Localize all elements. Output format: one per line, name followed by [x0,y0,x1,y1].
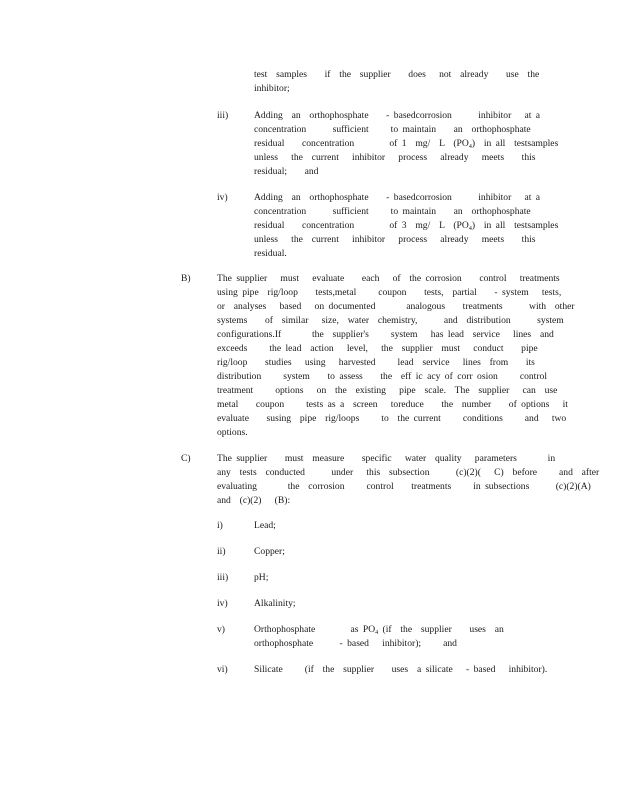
text-line: Alkalinity; [254,598,296,609]
text-line: distribution system to assess the eff ic acy of corr osion control [217,371,547,382]
text-line: residual. [254,248,287,259]
text-line: metal coupon tests as a screen toreduce the number of options it [217,399,568,410]
section-marker: B) [181,273,191,284]
text-line: and (c)(2) (B): [217,495,291,506]
text-line: rig/loop studies using harvested lead service lines from its [217,357,535,368]
text-line: or analyses based on documented analogous treatments with other [217,301,575,312]
text-line [254,623,504,637]
text-line: evaluate susing pipe rig/loops to the current conditions and two [217,413,567,424]
list-marker: iii) [217,572,229,583]
text-line: any tests conducted under this subsection (c)(2)( C) before and after [217,467,600,478]
text-line: Adding an orthophosphate - basedcorrosion inhibitor at a [254,110,541,121]
text-line: Lead; [254,520,276,531]
text-fragment: Orthophosphate as PO [254,624,376,635]
text-line: residual; and [254,166,319,177]
text-fragment: ) in all testsamples [471,220,559,231]
text-line: pH; [254,572,269,583]
text-line: unless the current inhibitor process already meets this [254,152,536,163]
text-line: test samples if the supplier does not already use the [254,69,540,80]
text-line: using pipe rig/loop tests,metal coupon tests, partial - system tests, [217,287,562,298]
list-marker: vi) [217,664,228,675]
subscript: 4 [375,630,379,636]
text-line: The supplier must evaluate each of the corrosion control treatments [217,273,560,284]
list-marker: iv) [217,598,228,609]
text-line: inhibitor; [254,83,290,94]
text-line: systems of similar size, water chemistry, and distribution system [217,315,564,326]
text-line [254,137,558,151]
list-marker: v) [217,624,225,635]
text-line: configurations.If the supplier's system has lead service lines and [217,329,554,340]
text-line: concentration sufficient to maintain an orthophosphate [254,206,531,217]
list-marker: iii) [217,110,229,121]
text-line: orthophosphate - based inhibitor); and [254,638,457,649]
text-fragment: residual concentration of 3 mg/ L (PO [254,220,469,231]
text-line [254,219,558,233]
list-marker: i) [217,520,223,531]
text-line: unless the current inhibitor process already meets this [254,234,536,245]
text-fragment: ) in all testsamples [471,138,559,149]
subscript: 4 [468,144,472,150]
text-line: Copper; [254,546,285,557]
text-line: Adding an orthophosphate - basedcorrosion inhibitor at a [254,192,541,203]
list-marker: iv) [217,192,228,203]
text-line: exceeds the lead action level, the supplier must conduct pipe [217,343,538,354]
text-line: concentration sufficient to maintain an orthophosphate [254,124,531,135]
text-line: evaluating the corrosion control treatments in subsections (c)(2)(A) [217,481,591,492]
list-marker: ii) [217,546,226,557]
text-line: Silicate (if the supplier uses a silicate - based inhibitor). [254,664,548,675]
text-line: The supplier must measure specific water quality parameters in [217,453,556,464]
section-marker: C) [181,453,191,464]
text-fragment: residual concentration of 1 mg/ L (PO [254,138,469,149]
text-line: treatment options on the existing pipe scale. The supplier can use [217,385,558,396]
text-fragment: (if the supplier uses an [378,624,504,635]
text-line: options. [217,427,248,438]
subscript: 4 [468,226,472,232]
